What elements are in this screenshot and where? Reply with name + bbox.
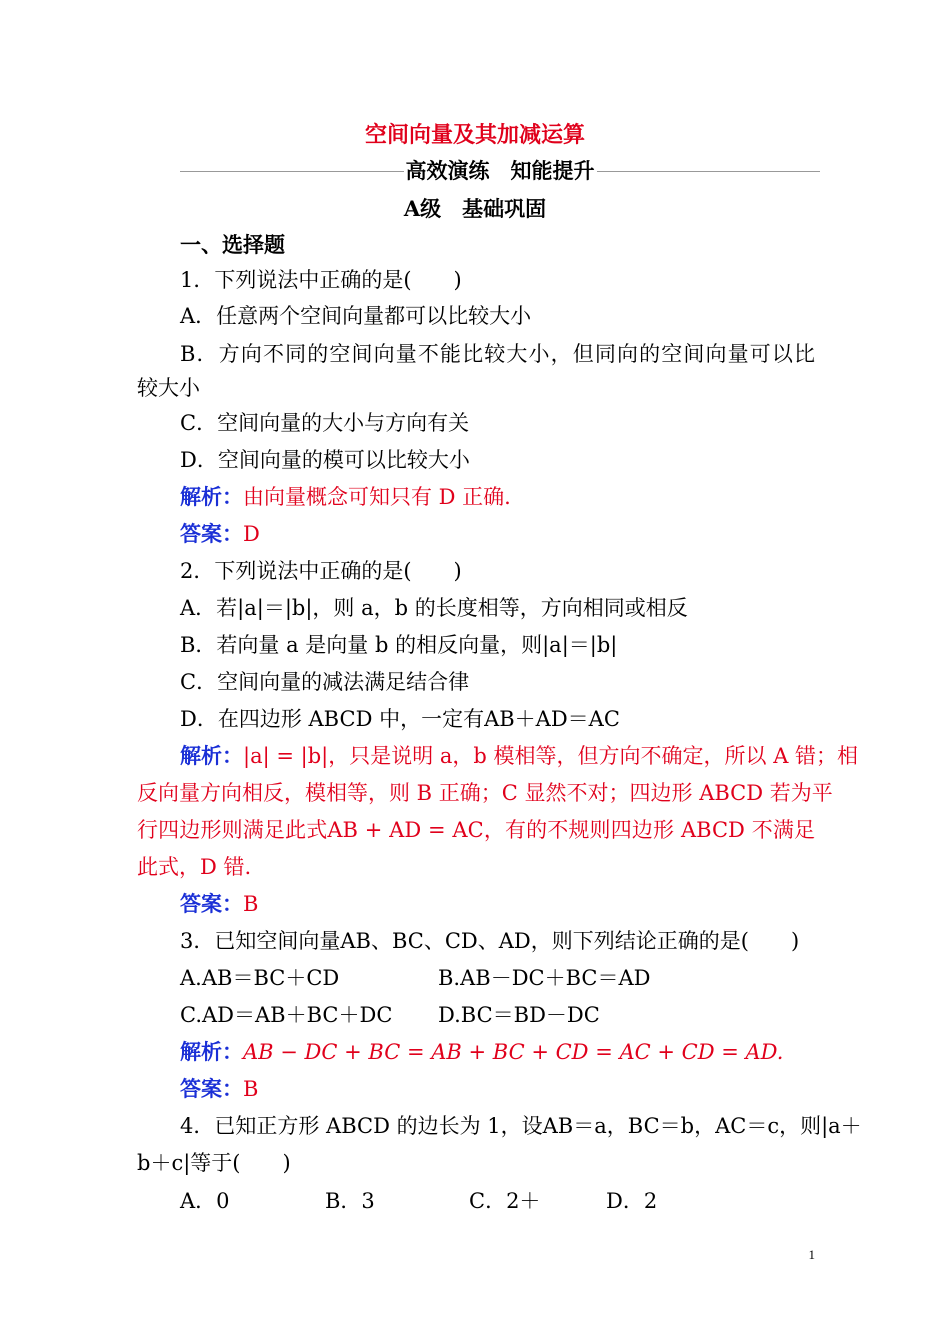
q3-analysis: [180, 1038, 783, 1066]
q1-answer: [180, 520, 260, 548]
q3-analysis-text: AB − DC + BC = AB + BC + CD = AC + CD = AD.: [243, 1040, 784, 1064]
q3-option-d: D.BC＝BD－DC: [438, 1003, 600, 1027]
q4-option-b: B．3: [325, 1189, 375, 1213]
q2-option-a: A．若|a|＝|b|，则 a，b 的长度相等，方向相同或相反: [180, 596, 688, 620]
q1-analysis-text: 由向量概念可知只有 D 正确.: [243, 485, 511, 509]
q3-option-b: B.AB－DC＋BC＝AD: [438, 966, 651, 990]
q1-option-b-line1: B．方向不同的空间向量不能比较大小，但同向的空间向量可以比: [180, 342, 815, 366]
q2-answer-value: B: [243, 892, 259, 916]
q2-analysis-line4: 此式，D 错.: [137, 855, 252, 879]
q2-analysis-line2: 反向量方向相反，模相等，则 B 正确；C 显然不对；四边形 ABCD 若为平: [137, 781, 833, 805]
q1-option-b-line2: 较大小: [137, 376, 200, 400]
q4-stem-line2: b＋c|等于( ): [137, 1151, 291, 1175]
q1-option-a: A．任意两个空间向量都可以比较大小: [180, 304, 532, 328]
q2-analysis-line3: 行四边形则满足此式AB + AD = AC，有的不规则四边形 ABCD 不满足: [137, 818, 815, 842]
q1-analysis-label: 解析：: [180, 484, 243, 509]
subtitle: 高效演练 知能提升: [405, 158, 595, 183]
q1-analysis: [180, 483, 511, 511]
q4-option-a: A．0: [180, 1189, 230, 1213]
level-heading: A级 基础巩固: [403, 196, 547, 221]
q3-answer-value: B: [243, 1077, 259, 1101]
q3-answer-label: 答案：: [180, 1076, 243, 1101]
q1-answer-value: D: [243, 522, 260, 546]
q2-analysis-label: 解析：: [180, 743, 243, 768]
q3-stem: 3．已知空间向量AB、BC、CD、AD，则下列结论正确的是( ): [180, 929, 800, 953]
q2-option-d: D．在四边形 ABCD 中，一定有AB＋AD＝AC: [180, 707, 620, 731]
page-title: 空间向量及其加减运算: [364, 122, 585, 148]
q2-option-c: C．空间向量的减法满足结合律: [180, 670, 470, 694]
q2-analysis-text-1: |a| = |b|，只是说明 a，b 模相等，但方向不确定，所以 A 错；相: [243, 744, 859, 768]
q2-analysis-line1: [180, 742, 859, 770]
section-heading: 一、选择题: [180, 232, 285, 257]
q4-option-c: C．2＋: [469, 1189, 541, 1213]
q3-option-a: A.AB＝BC＋CD: [180, 966, 340, 990]
q3-option-c: C.AD＝AB＋BC＋DC: [180, 1003, 393, 1027]
q3-analysis-label: 解析：: [180, 1039, 243, 1064]
q2-option-b: B．若向量 a 是向量 b 的相反向量，则|a|＝|b|: [180, 633, 618, 657]
q3-answer: [180, 1075, 258, 1103]
q1-option-c: C．空间向量的大小与方向有关: [180, 411, 470, 435]
q2-answer: [180, 890, 258, 918]
page-number: 1: [808, 1247, 815, 1262]
q4-stem-line1: 4．已知正方形 ABCD 的边长为 1，设AB＝a，BC＝b，AC＝c，则|a＋: [180, 1114, 862, 1138]
q2-answer-label: 答案：: [180, 891, 243, 916]
q1-answer-label: 答案：: [180, 521, 243, 546]
subtitle-banner: [180, 157, 820, 187]
q4-option-d: D．2: [606, 1189, 658, 1213]
q1-option-d: D．空间向量的模可以比较大小: [180, 448, 470, 472]
q2-stem: 2．下列说法中正确的是( ): [180, 559, 462, 583]
q1-stem: 1．下列说法中正确的是( ): [180, 268, 462, 292]
